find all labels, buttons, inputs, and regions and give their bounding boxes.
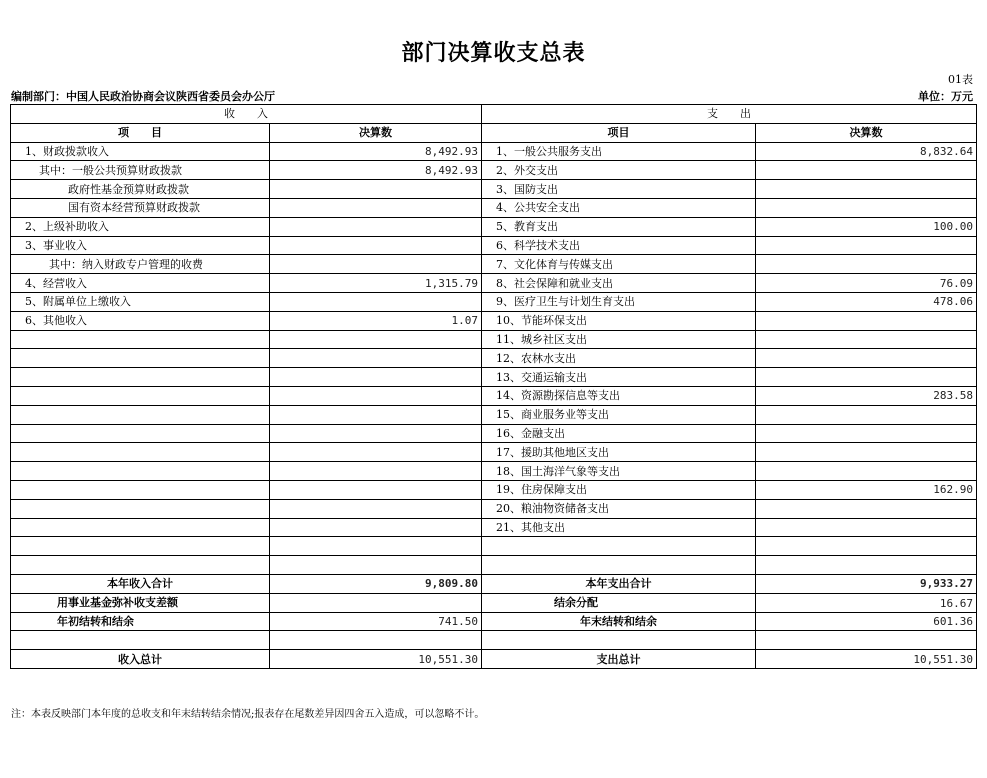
grand-expense-value: 10,551.30 [756,650,977,669]
income-amount [270,180,482,199]
income-item [11,386,270,405]
income-amount: 1,315.79 [270,274,482,293]
income-item [11,499,270,518]
surplus-allocation-label: 结余分配 [482,593,756,612]
beginning-carryover-value: 741.50 [270,612,482,631]
expense-item: 7、文化体育与传媒支出 [482,255,756,274]
expense-section-header: 支 出 [482,105,977,124]
expense-total-value: 9,933.27 [756,574,977,593]
income-amount [270,537,482,556]
expense-item: 2、外交支出 [482,161,756,180]
income-amount [270,330,482,349]
income-total-value: 9,809.80 [270,574,482,593]
grand-income-value: 10,551.30 [270,650,482,669]
income-amount [270,462,482,481]
expense-amount [756,349,977,368]
income-amount [270,349,482,368]
expense-item: 20、粮油物资储备支出 [482,499,756,518]
income-item-header: 项 目 [11,123,270,142]
income-amount [270,424,482,443]
table-row [11,405,977,424]
table-row [11,274,977,293]
table-row [11,236,977,255]
expense-amount: 76.09 [756,274,977,293]
expense-amount [756,236,977,255]
table-row [11,330,977,349]
income-section-header: 收 入 [11,105,482,124]
income-item: 其中：一般公共预算财政拨款 [11,161,270,180]
income-amount: 8,492.93 [270,142,482,161]
income-item: 5、附属单位上缴收入 [11,292,270,311]
report-title: 部门决算收支总表 [401,41,586,66]
income-amount [270,236,482,255]
income-amount: 8,492.93 [270,161,482,180]
income-item: 3、事业收入 [11,236,270,255]
table-row [11,217,977,236]
income-item [11,480,270,499]
income-amount [270,443,482,462]
income-amount [270,499,482,518]
beginning-carryover-label: 年初结转和结余 [11,612,270,631]
expense-amount: 8,832.64 [756,142,977,161]
fund-offset-label: 用事业基金弥补收支差额 [11,593,270,612]
compiling-department: 编制部门：中国人民政治协商会议陕西省委员会办公厅 [11,90,275,103]
income-amount [270,556,482,575]
expense-amount [756,443,977,462]
expense-item: 19、住房保障支出 [482,480,756,499]
expense-amount [756,556,977,575]
table-row [11,180,977,199]
income-amount [270,518,482,537]
income-total-label: 本年收入合计 [11,574,270,593]
expense-amount [756,537,977,556]
table-row [11,198,977,217]
expense-amount: 100.00 [756,217,977,236]
table-row [11,292,977,311]
expense-amount: 162.90 [756,480,977,499]
ending-carryover-value: 601.36 [756,612,977,631]
budget-summary-table [10,104,977,669]
table-row [11,349,977,368]
expense-item: 8、社会保障和就业支出 [482,274,756,293]
table-row [11,386,977,405]
income-item: 6、其他收入 [11,311,270,330]
table-row [11,556,977,575]
fund-allocation-row [11,593,977,612]
income-amount [270,405,482,424]
expense-item: 12、农林水支出 [482,349,756,368]
expense-item: 15、商业服务业等支出 [482,405,756,424]
income-item [11,462,270,481]
income-amount [270,386,482,405]
table-row [11,499,977,518]
carryover-row [11,612,977,631]
expense-amount [756,180,977,199]
footnote: 注：本表反映部门本年度的总收支和年末结转结余情况;报表存在尾数差异因四舍五入造成，可以忽略不计。 [11,709,485,720]
expense-item: 5、教育支出 [482,217,756,236]
income-item [11,537,270,556]
income-item: 4、经营收入 [11,274,270,293]
expense-item: 21、其他支出 [482,518,756,537]
expense-amount [756,198,977,217]
expense-item-header: 项目 [482,123,756,142]
income-amount [270,368,482,387]
table-row [11,462,977,481]
expense-amount: 478.06 [756,292,977,311]
expense-item: 14、资源勘探信息等支出 [482,386,756,405]
income-item [11,518,270,537]
income-item: 国有资本经营预算财政拨款 [11,198,270,217]
section-header-row [11,105,977,124]
expense-amount [756,499,977,518]
form-number: 01表 [948,73,973,86]
income-amount [270,198,482,217]
surplus-allocation-value: 16.67 [756,593,977,612]
grand-expense-label: 支出总计 [482,650,756,669]
spacer-row [11,631,977,650]
table-row [11,311,977,330]
income-amount: 1.07 [270,311,482,330]
table-row [11,518,977,537]
expense-amount [756,255,977,274]
expense-amount [756,405,977,424]
table-row [11,537,977,556]
fund-offset-value [270,593,482,612]
income-amount [270,292,482,311]
grand-total-row [11,650,977,669]
unit-label: 单位：万元 [918,90,973,103]
expense-amount [756,368,977,387]
expense-item: 3、国防支出 [482,180,756,199]
table-row [11,255,977,274]
income-item: 2、上级补助收入 [11,217,270,236]
income-item [11,443,270,462]
income-amount [270,217,482,236]
expense-amount [756,330,977,349]
expense-item: 18、国土海洋气象等支出 [482,462,756,481]
expense-amount [756,311,977,330]
expense-item: 9、医疗卫生与计划生育支出 [482,292,756,311]
table-row [11,161,977,180]
table-row [11,368,977,387]
income-item [11,424,270,443]
expense-item: 1、一般公共服务支出 [482,142,756,161]
expense-item [482,556,756,575]
expense-item: 13、交通运输支出 [482,368,756,387]
expense-amount-header: 决算数 [756,123,977,142]
expense-amount [756,161,977,180]
income-item [11,405,270,424]
year-total-row [11,574,977,593]
income-item [11,330,270,349]
income-item: 政府性基金预算财政拨款 [11,180,270,199]
expense-amount [756,424,977,443]
income-item [11,349,270,368]
expense-item: 17、援助其他地区支出 [482,443,756,462]
expense-item: 16、金融支出 [482,424,756,443]
table-row [11,443,977,462]
grand-income-label: 收入总计 [11,650,270,669]
table-row [11,424,977,443]
expense-item: 10、节能环保支出 [482,311,756,330]
ending-carryover-label: 年末结转和结余 [482,612,756,631]
expense-item: 6、科学技术支出 [482,236,756,255]
income-amount-header: 决算数 [270,123,482,142]
expense-item [482,537,756,556]
income-item [11,556,270,575]
table-row [11,142,977,161]
expense-item: 4、公共安全支出 [482,198,756,217]
income-item: 其中：纳入财政专户管理的收费 [11,255,270,274]
expense-total-label: 本年支出合计 [482,574,756,593]
income-item [11,368,270,387]
income-amount [270,480,482,499]
expense-amount [756,462,977,481]
table-row [11,480,977,499]
column-header-row [11,123,977,142]
expense-item: 11、城乡社区支出 [482,330,756,349]
income-item: 1、财政拨款收入 [11,142,270,161]
expense-amount: 283.58 [756,386,977,405]
expense-amount [756,518,977,537]
income-amount [270,255,482,274]
